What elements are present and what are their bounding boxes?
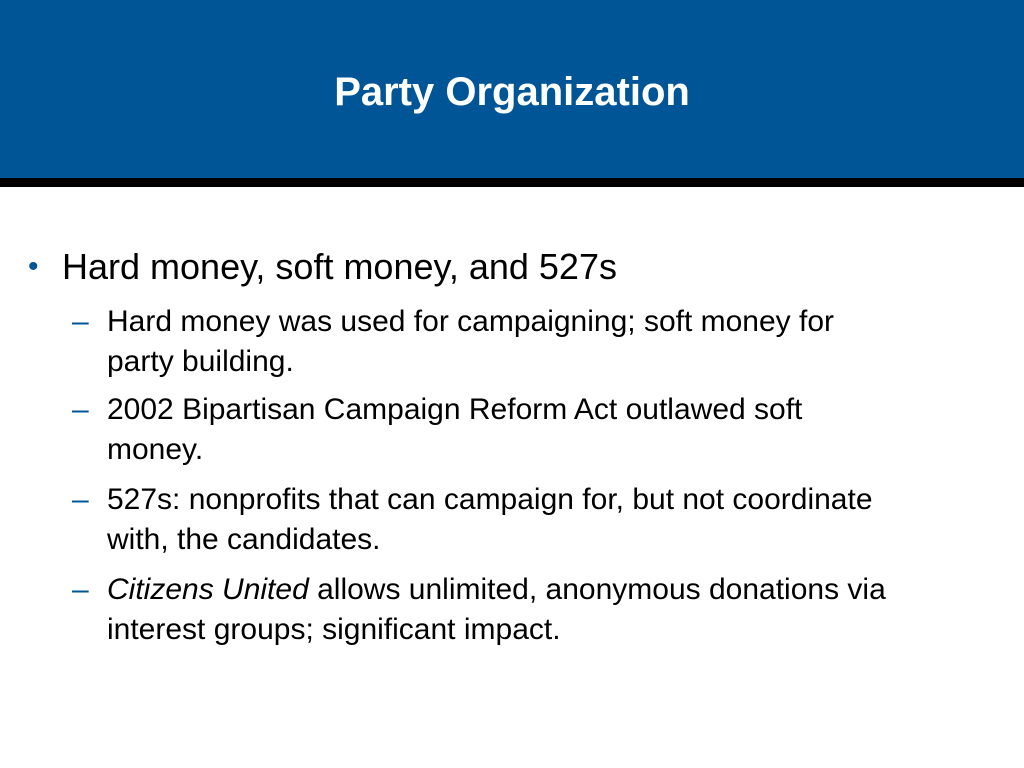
sub-bullet-line: money. xyxy=(107,433,204,466)
slide-title: Party Organization xyxy=(334,70,690,114)
bullet-text: Hard money, soft money, and 527s xyxy=(62,246,617,287)
bullet-item xyxy=(0,244,1024,294)
sub-bullet-marker: – xyxy=(72,305,89,338)
sub-bullet-text xyxy=(107,480,1007,560)
sub-bullet-line: 527s: nonprofits that can campaign for, but not coordinate xyxy=(107,483,873,516)
sub-bullet-line-rest: allows unlimited, anonymous donations via xyxy=(308,573,886,606)
sub-bullet-line: with, the candidates. xyxy=(107,523,381,556)
sub-bullet-3 xyxy=(0,480,1024,560)
sub-bullet-marker: – xyxy=(72,393,89,426)
sub-bullet-text xyxy=(107,302,1007,382)
sub-bullet-text xyxy=(107,570,1007,650)
sub-bullet-line: 2002 Bipartisan Campaign Reform Act outlawed soft xyxy=(107,393,803,426)
sub-bullet-marker: – xyxy=(72,573,89,606)
bullet-marker: • xyxy=(28,250,39,283)
sub-bullet-4 xyxy=(0,570,1024,650)
case-name: Citizens United xyxy=(107,573,309,606)
sub-bullet-text xyxy=(107,390,1007,470)
sub-bullet-2 xyxy=(0,390,1024,470)
title-divider xyxy=(0,178,1024,187)
sub-bullet-1 xyxy=(0,302,1024,382)
sub-bullet-marker: – xyxy=(72,483,89,516)
sub-bullet-line xyxy=(107,570,1007,610)
sub-bullet-line: interest groups; significant impact. xyxy=(107,613,561,646)
sub-bullet-line: party building. xyxy=(107,345,294,378)
title-bar xyxy=(0,0,1024,178)
sub-bullet-line: Hard money was used for campaigning; soft money for xyxy=(107,305,835,338)
